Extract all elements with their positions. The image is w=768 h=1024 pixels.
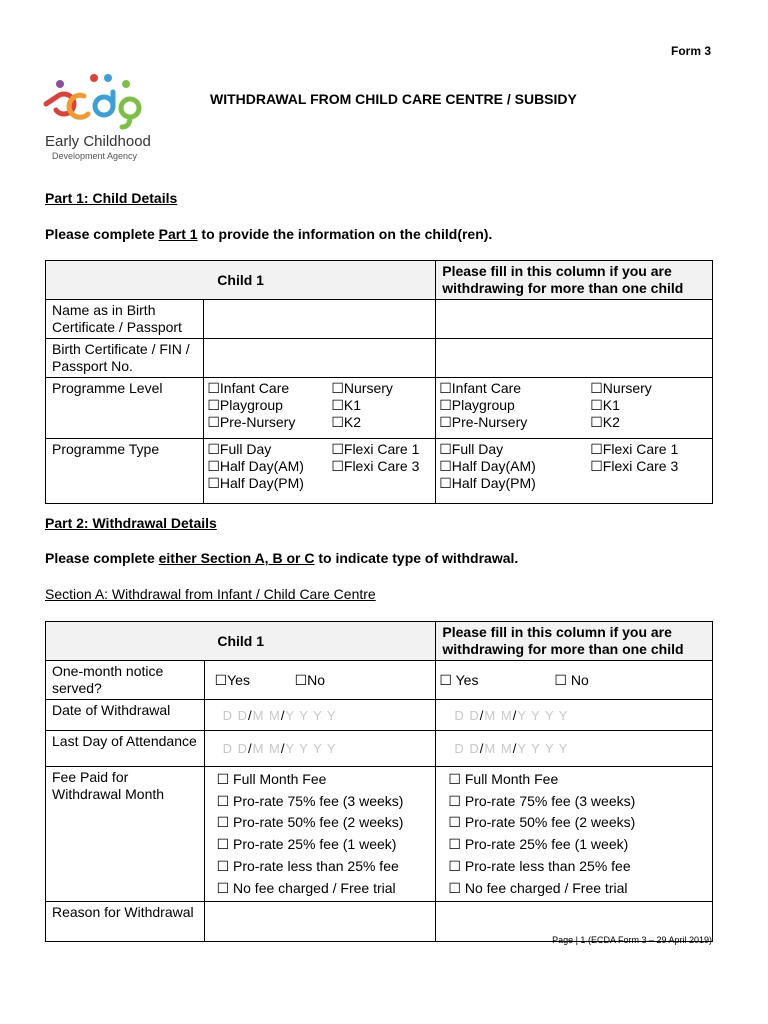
row-label-last-day: Last Day of Attendance [46,731,205,767]
row-label-fee-paid: Fee Paid for Withdrawal Month [46,767,205,902]
birth-cert-input-more[interactable] [436,339,713,378]
withdrawal-details-table [45,621,713,942]
checkbox-pre-nursery[interactable]: ☐ Pre-Nursery [207,414,331,431]
part1-heading: Part 1: Child Details [45,190,178,206]
fee-options-more [448,769,706,899]
col-child-1: Child 1 [46,261,436,300]
date-separator: / [479,707,485,723]
programme-level-options-more [439,380,706,431]
instruction-text: Please complete [45,550,159,566]
checkbox-playgroup[interactable]: ☐ Playgroup [207,397,331,414]
checkbox-pre-nursery[interactable]: ☐ Pre-Nursery [439,414,590,431]
row-label-notice: One-month notice served? [46,661,205,700]
row-label-date-of-withdrawal: Date of Withdrawal [46,700,205,731]
fee-option-label: No fee charged / Free trial [233,879,396,896]
date-mm: M M [252,707,281,723]
last-day-input-more[interactable] [454,741,568,756]
instruction-text: to provide the information on the child(ren). [197,226,493,242]
date-yyyy: Y Y Y Y [517,707,569,723]
checkbox-flexi-care-3[interactable]: ☐ Flexi Care 3 [331,458,429,475]
last-day-input-child1[interactable] [223,741,337,756]
fee-options-child1 [217,769,430,899]
fee-option-label: Pro-rate less than 25% fee [464,857,631,874]
fee-option-label: Full Month Fee [233,771,327,787]
date-of-withdrawal-input-more[interactable] [454,708,568,723]
notice-options-more [439,672,706,689]
fee-option-label: No fee charged / Free trial [464,879,628,896]
instruction-emphasis: Part 1 [158,226,198,242]
date-yyyy: Y Y Y Y [285,741,337,756]
checkbox-flexi-care-1[interactable]: ☐ Flexi Care 1 [331,441,429,458]
checkbox-nursery[interactable]: ☐ Nursery [590,380,706,397]
checkbox-yes[interactable] [439,672,554,689]
child-details-table [45,260,713,504]
col-more-children: Please fill in this column if you are withdrawing for more than one child [436,261,713,300]
checkbox-yes[interactable]: ☐ Yes [215,672,295,689]
fee-option-label: Full Month Fee [464,771,559,787]
checkbox-no-fee[interactable] [217,878,430,900]
fee-option-label: Pro-rate 50% fee (2 weeks) [233,814,404,831]
checkbox-k2[interactable]: ☐ K2 [590,414,706,431]
programme-type-options-more [439,441,706,492]
checkbox-nursery[interactable]: ☐ Nursery [331,380,429,397]
checkbox-full-month-fee[interactable] [448,769,706,791]
part1-instruction [45,226,492,242]
logo-subtitle: Development Agency [52,151,138,161]
programme-level-options-child1 [207,380,429,431]
checkbox-half-day-pm[interactable]: ☐ Half Day(PM) [439,475,590,492]
col-more-children: Please fill in this column if you are withdrawing for more than one child [436,622,713,661]
reason-input-child1[interactable] [204,902,436,942]
page-footer: Page | 1 (ECDA Form 3 – 29 April 2019) [552,935,712,945]
checkbox-pro-rate-less-25[interactable] [448,856,706,878]
date-mm: M M [252,741,281,756]
date-separator: / [280,707,286,723]
instruction-emphasis: either Section A, B or C [158,550,315,566]
fee-option-label: Pro-rate 50% fee (2 weeks) [464,814,636,831]
date-separator: / [479,741,485,756]
checkbox-infant-care[interactable]: ☐ Infant Care [207,380,331,397]
checkbox-pro-rate-75[interactable] [217,791,430,813]
checkbox-infant-care[interactable]: ☐ Infant Care [439,380,590,397]
checkbox-full-day[interactable]: ☐ Full Day [207,441,331,458]
section-a-heading: Section A: Withdrawal from Infant / Child Care Centre [45,586,376,602]
checkbox-pro-rate-25[interactable] [448,834,706,856]
checkbox-pro-rate-75[interactable] [448,791,706,813]
fee-option-label: Pro-rate 25% fee (1 week) [464,836,629,853]
fee-option-label: Pro-rate less than 25% fee [233,857,399,874]
checkbox-pro-rate-less-25[interactable] [217,856,430,878]
checkbox-pro-rate-25[interactable] [217,834,430,856]
row-label-programme-level: Programme Level [46,378,204,439]
col-child-1: Child 1 [46,622,436,661]
date-yyyy: Y Y Y Y [517,741,569,756]
fee-option-label: Pro-rate 75% fee (3 weeks) [464,792,636,809]
date-mm: M M [484,707,513,723]
checkbox-no[interactable]: ☐ No [295,672,325,689]
row-label-programme-type: Programme Type [46,439,204,504]
no-label: No [570,671,589,688]
checkbox-full-month-fee[interactable] [217,769,430,791]
fee-option-label: Pro-rate 75% fee (3 weeks) [233,792,404,809]
date-separator: / [247,707,253,723]
programme-type-options-child1 [207,441,429,492]
checkbox-half-day-am[interactable]: ☐ Half Day(AM) [207,458,331,475]
date-separator: / [247,741,253,756]
instruction-text: Please complete [45,226,159,242]
checkbox-playgroup[interactable]: ☐ Playgroup [439,397,590,414]
logo-name: Early Childhood [45,133,151,150]
checkbox-no[interactable] [554,672,588,689]
checkbox-pro-rate-50[interactable] [448,812,706,834]
checkbox-flexi-care-1[interactable]: ☐ Flexi Care 1 [590,441,706,458]
date-dd: D D [222,741,248,756]
checkbox-no-fee[interactable] [448,878,706,900]
form-number: Form 3 [670,44,711,58]
row-label-birth-cert: Birth Certificate / FIN / Passport No. [46,339,204,378]
checkbox-k1[interactable]: ☐ K1 [590,397,706,414]
date-separator: / [512,741,518,756]
birth-cert-input-child1[interactable] [204,339,436,378]
name-input-more[interactable] [436,300,713,339]
row-label-name: Name as in Birth Certificate / Passport [46,300,204,339]
date-yyyy: Y Y Y Y [285,707,337,723]
checkbox-half-day-pm[interactable]: ☐ Half Day(PM) [207,475,331,492]
checkbox-pro-rate-50[interactable] [217,812,430,834]
checkbox-full-day[interactable]: ☐ Full Day [439,441,590,458]
date-dd: D D [222,707,248,723]
row-label-reason: Reason for Withdrawal [46,902,205,942]
checkbox-k1[interactable]: ☐ K1 [331,397,429,414]
checkbox-k2[interactable]: ☐ K2 [331,414,429,431]
date-separator: / [280,741,286,756]
notice-options-child1 [215,672,430,689]
checkbox-flexi-care-3[interactable]: ☐ Flexi Care 3 [590,458,706,475]
part2-heading: Part 2: Withdrawal Details [45,515,217,531]
date-dd: D D [454,707,480,723]
name-input-child1[interactable] [204,300,436,339]
part2-instruction [45,550,518,566]
fee-option-label: Pro-rate 25% fee (1 week) [233,836,397,853]
date-dd: D D [454,741,480,756]
form-title: WITHDRAWAL FROM CHILD CARE CENTRE / SUBSIDY [210,91,577,107]
date-of-withdrawal-input-child1[interactable] [223,708,337,723]
yes-label: Yes [455,671,479,688]
date-mm: M M [484,741,513,756]
checkbox-half-day-am[interactable]: ☐ Half Day(AM) [439,458,590,475]
instruction-text: to indicate type of withdrawal. [314,550,519,566]
date-separator: / [512,707,518,723]
